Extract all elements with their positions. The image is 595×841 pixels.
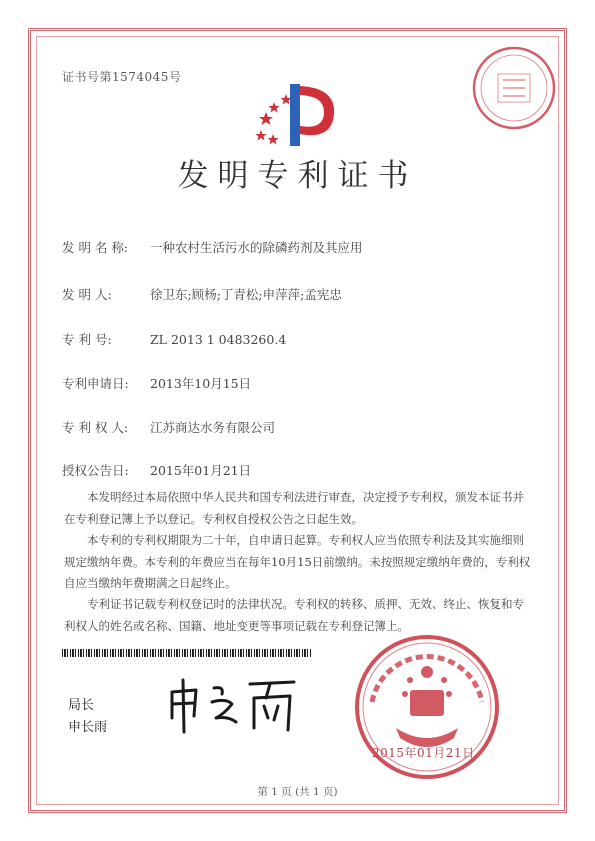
body-paragraph-1: 本发明经过本局依照中华人民共和国专利法进行审查，决定授予专利权，颁发本证书并在专利登记簿上予以登记。专利权自授权公告之日起生效。: [64, 490, 524, 526]
director-signature: [166, 674, 306, 738]
field-value: ZL 2013 1 0483260.4: [150, 332, 287, 347]
field-label: 发 明 名 称:: [62, 240, 129, 255]
field-value: 徐卫东;顾杨;丁青松;申萍萍;孟宪忠: [150, 287, 342, 302]
field-application-date: [62, 374, 251, 392]
page-title: 发明专利证书: [177, 158, 418, 194]
field-label: 专 利 权 人:: [62, 420, 129, 435]
body-paragraph-2: 本专利的专利权期限为二十年，自申请日起算。专利权人应当依照专利法及其实施细则规定缴纳年费。本专利的年费应当在每年10月15日前缴纳。未按照规定缴纳年费的，专利权自应当缴纳年费期满之日起终止。: [64, 533, 531, 590]
field-patent-number: [62, 330, 286, 348]
field-value: 一种农村生活污水的除磷药剂及其应用: [150, 240, 363, 255]
barcode: [62, 649, 312, 657]
field-label: 专 利 号:: [62, 332, 112, 347]
body-paragraph-3: 专利证书记载专利权登记时的法律状况。专利权的转移、质押、无效、终止、恢复和专利权人的姓名或名称、国籍、地址变更等事项记载在专利登记簿上。: [64, 597, 524, 633]
field-label: 授权公告日:: [62, 463, 129, 478]
field-label: 专利申请日:: [62, 376, 129, 391]
field-label: 发 明 人:: [62, 287, 112, 302]
field-value: 2015年01月21日: [150, 463, 252, 478]
director-title: 局长: [68, 698, 95, 713]
field-patentee: [62, 418, 275, 436]
patent-office-logo: [252, 78, 344, 150]
seal-date: 2015年01月21日: [372, 746, 475, 760]
field-value: 江苏商达水务有限公司: [150, 420, 276, 435]
field-inventors: [62, 285, 342, 303]
page-number: 第 1 页 (共 1 页): [257, 786, 338, 798]
field-value: 2013年10月15日: [150, 376, 252, 391]
agency-stamp: [468, 42, 560, 134]
director-name: 申长雨: [68, 720, 108, 735]
field-grant-date: [62, 461, 251, 479]
field-invention-name: [62, 238, 363, 256]
certificate-number: 证书号第1574045号: [62, 70, 182, 84]
